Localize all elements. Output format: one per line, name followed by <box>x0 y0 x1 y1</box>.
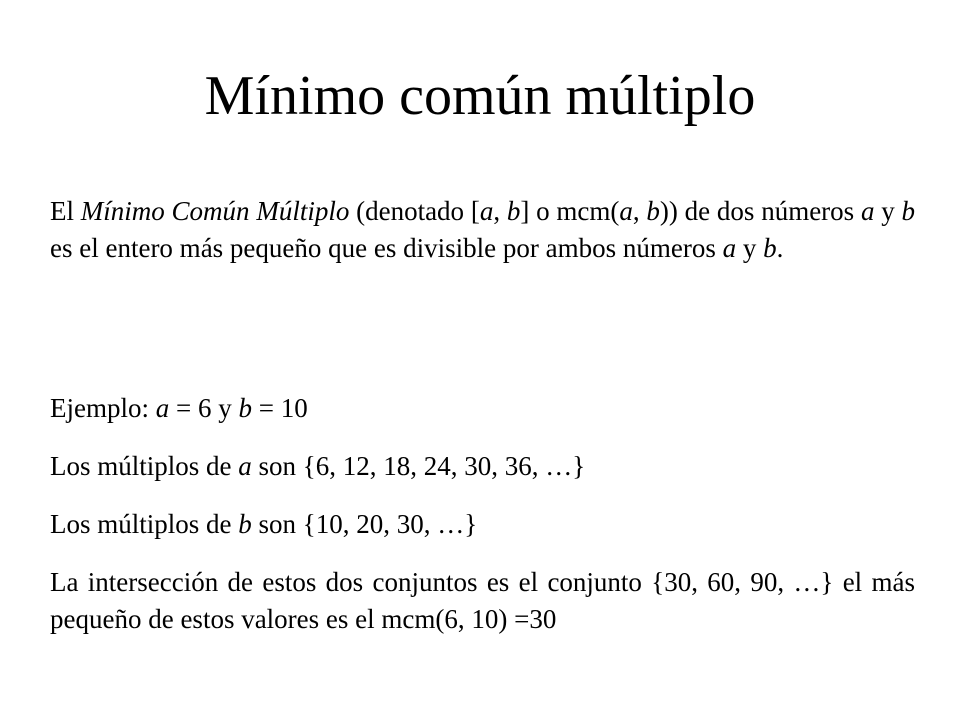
variable-b: b <box>901 196 916 226</box>
definition-text: (denotado [ <box>349 196 480 226</box>
variable-b: b <box>238 509 252 539</box>
definition-paragraph <box>50 193 915 267</box>
definition-text: ] o mcm( <box>520 196 620 226</box>
conclusion-paragraph: La intersección de estos dos conjuntos es el conjunto {30, 60, 90, …} el más pequeño de estos valores es el mcm(6, 10) =30 <box>50 567 915 634</box>
variable-b: b <box>646 196 660 226</box>
example-text: Ejemplo: <box>50 393 156 423</box>
variable-b: b <box>763 233 777 263</box>
multiples-b-line <box>50 506 915 543</box>
definition-text: )) de dos números <box>659 196 861 226</box>
slide-title: Mínimo común múltiplo <box>204 65 756 127</box>
definition-text: es el entero más pequeño que es divisible por ambos números <box>50 233 723 263</box>
multiples-a-line <box>50 448 915 485</box>
example-text: = 10 <box>251 393 308 423</box>
multiples-a-text: Los múltiplos de <box>50 451 239 481</box>
variable-b: b <box>238 393 252 423</box>
definition-text: . <box>776 233 784 263</box>
variable-a: a <box>722 233 737 263</box>
example-text: = 6 y <box>169 393 239 423</box>
variable-a: a <box>155 393 170 423</box>
variable-a: a <box>619 196 633 226</box>
definition-text: , <box>632 196 647 226</box>
definition-text: y <box>736 233 764 263</box>
variable-b: b <box>506 196 521 226</box>
multiples-a-text: son {6, 12, 18, 24, 30, 36, …} <box>251 451 586 481</box>
example-line <box>50 390 915 427</box>
definition-text: El <box>50 196 81 226</box>
variable-a: a <box>479 196 494 226</box>
definition-text: , <box>493 196 507 226</box>
definition-text: y <box>874 196 902 226</box>
variable-a: a <box>860 196 875 226</box>
multiples-b-text: son {10, 20, 30, …} <box>251 509 478 539</box>
variable-a: a <box>238 451 252 481</box>
definition-term: Mínimo Común Múltiplo <box>80 196 350 226</box>
multiples-b-text: Los múltiplos de <box>50 509 239 539</box>
